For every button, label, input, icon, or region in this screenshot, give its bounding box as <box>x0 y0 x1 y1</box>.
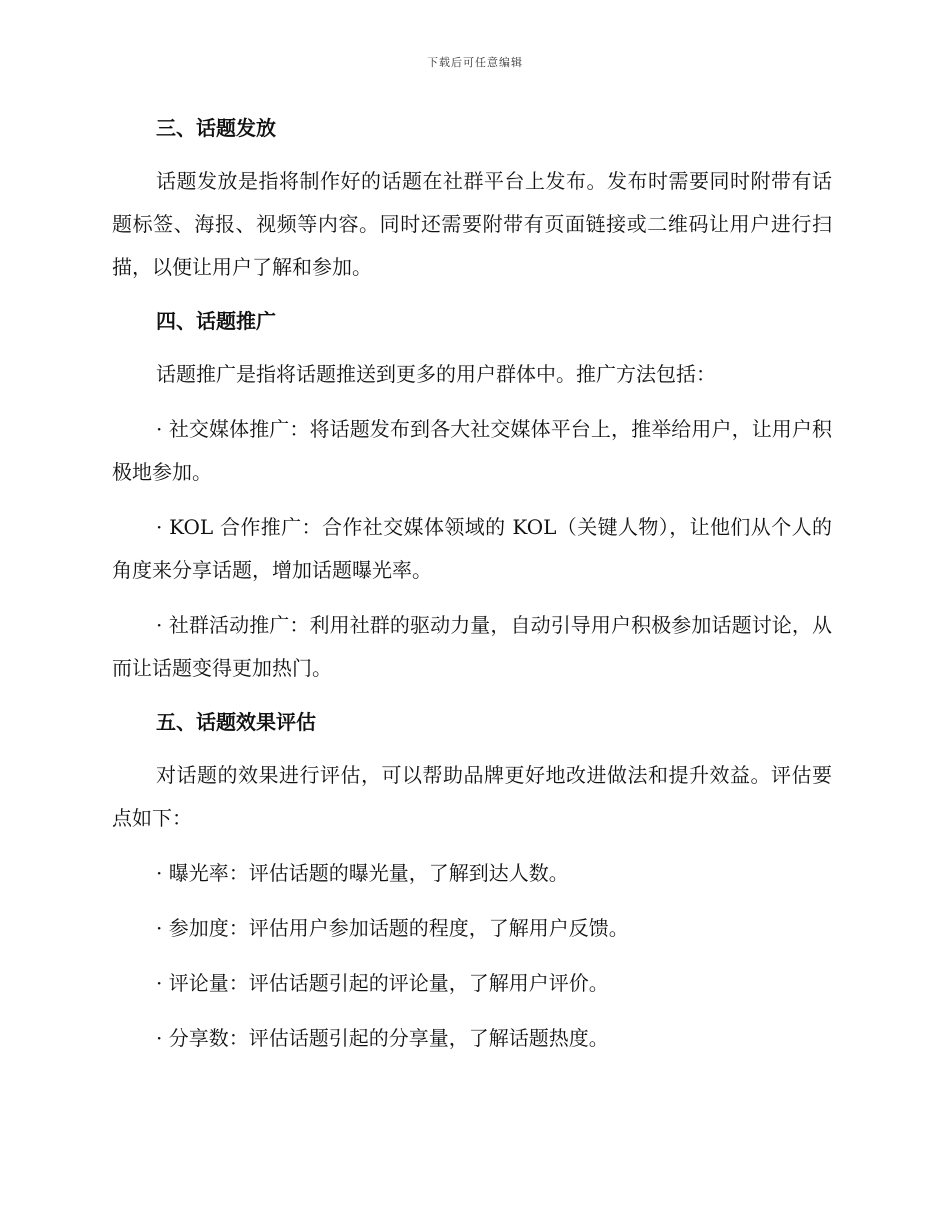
bullet-item: · KOL 合作推广：合作社交媒体领域的 KOL（关键人物），让他们从个人的角度来分享话题，增加话题曝光率。 <box>112 515 832 582</box>
page-header: 下载后可任意编辑 <box>427 56 523 69</box>
bullet-item: · 评论量：评估话题引起的评论量，了解用户评价。 <box>156 971 609 995</box>
bullet-item: · 分享数：评估话题引起的分享量，了解话题热度。 <box>156 1026 609 1050</box>
section-heading-4: 四、话题推广 <box>156 309 276 333</box>
bullet-item: · 社群活动推广：利用社群的驱动力量，自动引导用户积极参加话题讨论，从而让话题变得更加热门。 <box>112 613 832 680</box>
section-heading-5: 五、话题效果评估 <box>156 710 316 734</box>
bullet-item: · 参加度：评估用户参加话题的程度，了解用户反馈。 <box>156 916 629 940</box>
paragraph: 话题推广是指将话题推送到更多的用户群体中。推广方法包括： <box>156 362 716 386</box>
section-heading-3: 三、话题发放 <box>156 116 276 140</box>
document-body <box>112 108 832 1072</box>
bullet-item: · 社交媒体推广：将话题发布到各大社交媒体平台上，推举给用户，让用户积极地参加。 <box>112 417 832 484</box>
bullet-item: · 曝光率：评估话题的曝光量，了解到达人数。 <box>156 861 569 885</box>
paragraph: 对话题的效果进行评估，可以帮助品牌更好地改进做法和提升效益。评估要点如下： <box>112 763 832 830</box>
paragraph: 话题发放是指将制作好的话题在社群平台上发布。发布时需要同时附带有话题标签、海报、视频等内容。同时还需要附带有页面链接或二维码让用户进行扫描，以便让用户了解和参加。 <box>112 169 832 279</box>
